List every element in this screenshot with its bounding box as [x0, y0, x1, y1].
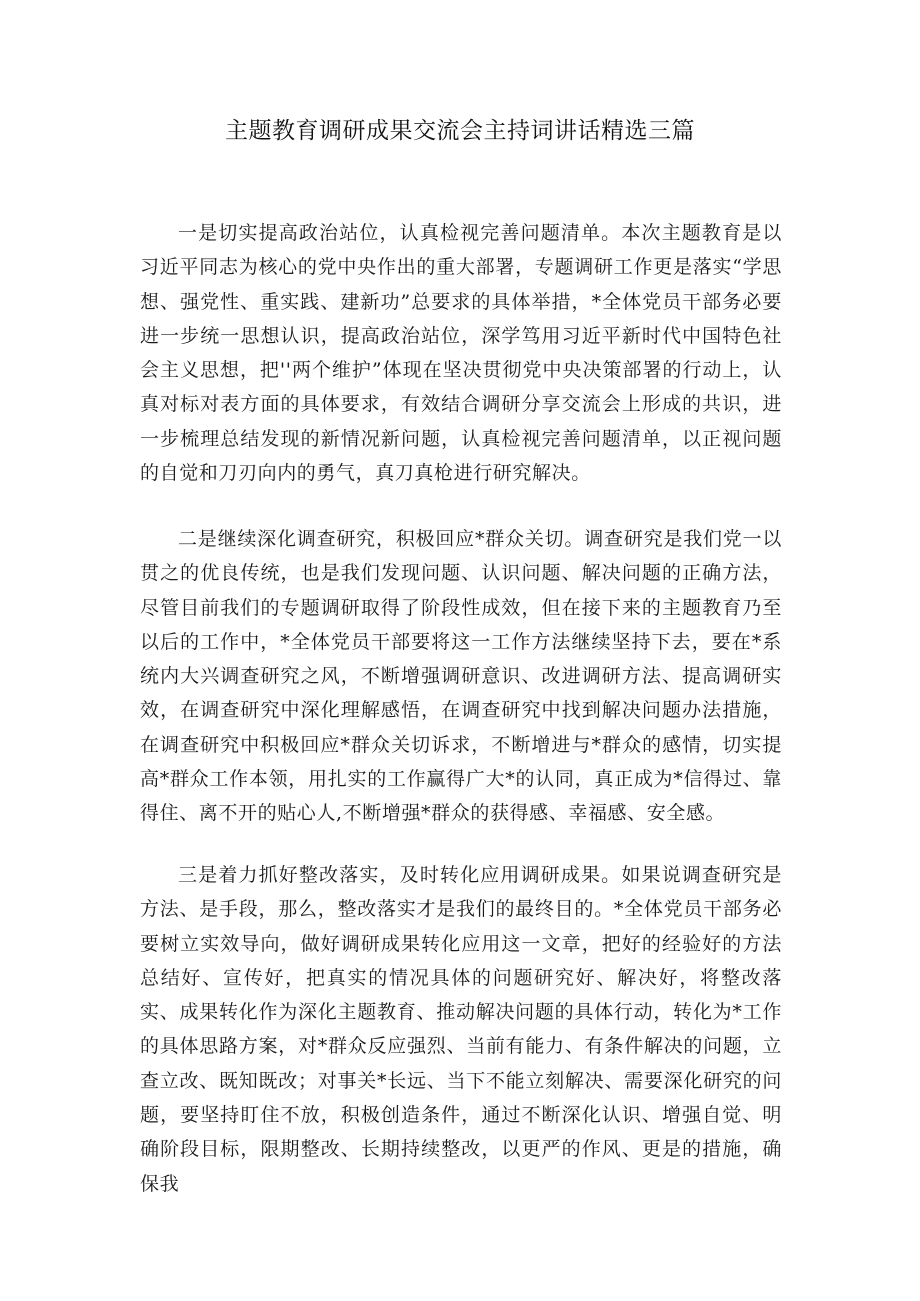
document-title: 主题教育调研成果交流会主持词讲话精选三篇 [225, 118, 695, 144]
paragraph-1: 一是切实提高政治站位，认真检视完善问题清单。本次主题教育是以习近平同志为核心的党中央作出的重大部署，专题调研工作更是落实“学思想、强党性、重实践、建新功”总要求的具体举措，*全体党员干部务必要进一步统一思想认识，提高政治站位，深学笃用习近平新时代中国特色社会主义思想，把''两个维护”体现在坚决贯彻党中央决策部署的行动上，认真对标对表方面的具体要求，有效结合调研分享交流会上形成的共识，进一步梳理总结发现的新情况新问题，认真检视完善问题清单，以正视问题的自觉和刀刃向内的勇气，真刀真枪进行研究解决。 [140, 222, 782, 485]
paragraph-2: 二是继续深化调查研究，积极回应*群众关切。调查研究是我们党一以贯之的优良传统，也是我们发现问题、认识问题、解决问题的正确方法，尽管目前我们的专题调研取得了阶段性成效，但在接下来的主题教育乃至以后的工作中，*全体党员干部要将这一工作方法继续坚持下去，要在*系统内大兴调查研究之风，不断增强调研意识、改进调研方法、提高调研实效，在调查研究中深化理解感悟，在调查研究中找到解决问题办法措施，在调查研究中积极回应*群众关切诉求，不断增进与*群众的感情，切实提高*群众工作本领，用扎实的工作赢得广大*的认同，真正成为*信得过、靠得住、离不开的贴心人,不断增强*群众的获得感、幸福感、安全感。 [140, 528, 782, 825]
paragraph-3: 三是着力抓好整改落实，及时转化应用调研成果。如果说调查研究是方法、是手段，那么，整改落实才是我们的最终目的。*全体党员干部务必要树立实效导向，做好调研成果转化应用这一文章，把好的经验好的方法总结好、宣传好，把真实的情况具体的问题研究好、解决好，将整改落实、成果转化作为深化主题教育、推动解决问题的具体行动，转化为*工作的具体思路方案，对*群众反应强烈、当前有能力、有条件解决的问题，立查立改、既知既改；对事关*长远、当下不能立刻解决、需要深化研究的问题，要坚持盯住不放，积极创造条件，通过不断深化认识、增强自觉、明确阶段目标，限期整改、长期持续整改，以更严的作风、更是的措施，确保我 [140, 864, 782, 1195]
